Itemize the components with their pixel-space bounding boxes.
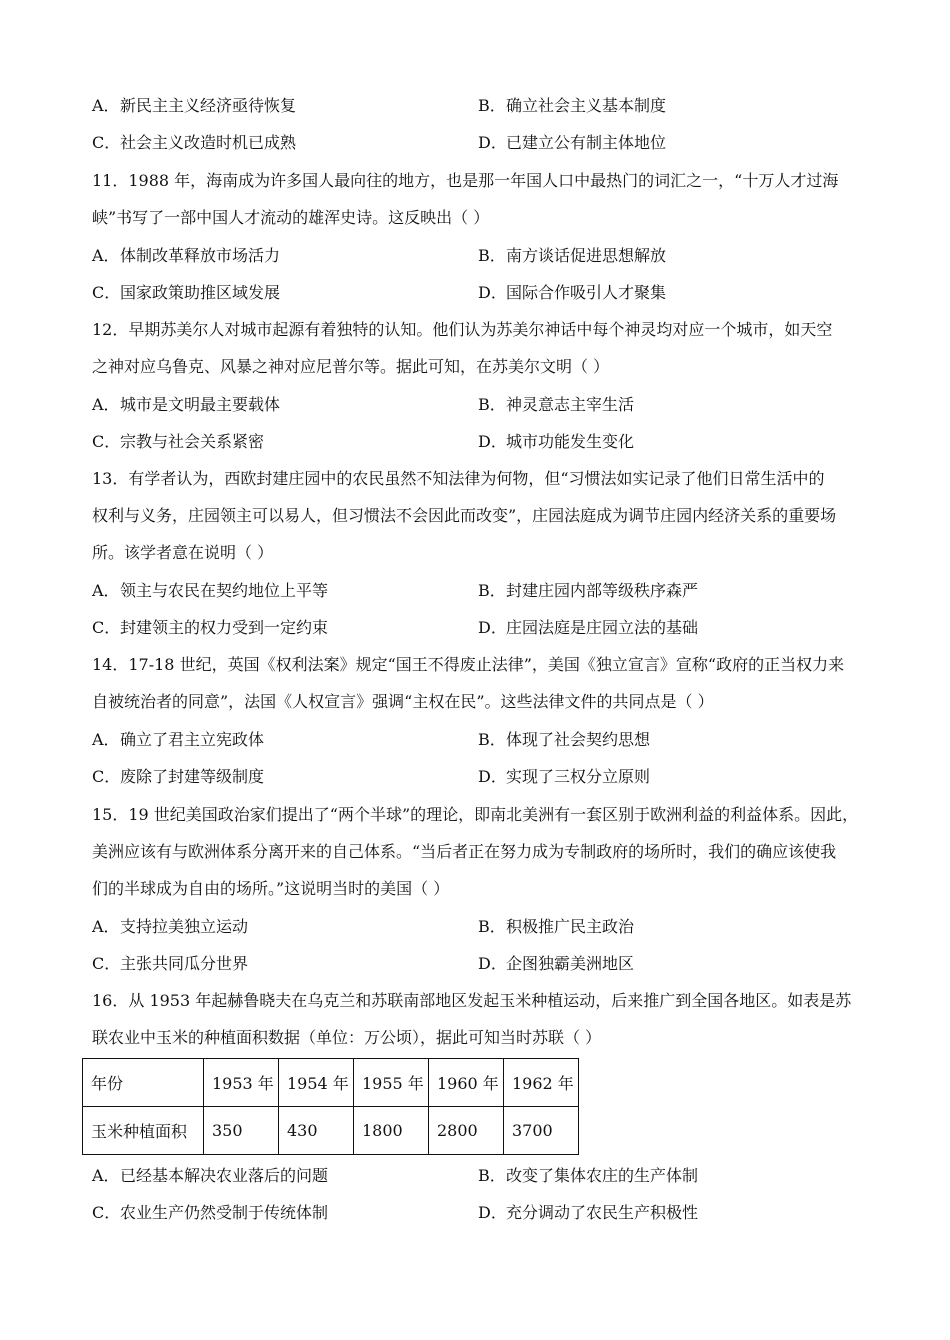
q13-option-c[interactable]: C．封建领主的权力受到一定约束 — [92, 618, 329, 637]
q14-option-row — [92, 766, 882, 788]
table-value-cell: 350 — [204, 1107, 279, 1155]
q12-option-row — [92, 431, 882, 453]
table-year-cell: 1954 年 — [279, 1059, 354, 1107]
q15-option-row — [92, 953, 882, 975]
q10-option-c[interactable]: C．社会主义改造时机已成熟 — [92, 133, 297, 152]
q15-stem-line: 美洲应该有与欧洲体系分离开来的自己体系。“当后者正在努力成为专制政府的场所时，我们的确应该使我 — [92, 842, 837, 861]
q15-option-d[interactable]: D．企图独霸美洲地区 — [478, 954, 635, 973]
table-row-label: 玉米种植面积 — [83, 1107, 204, 1155]
q16-option-row — [92, 1165, 882, 1187]
q15-option-a[interactable]: A．支持拉美独立运动 — [92, 917, 249, 936]
q12-option-d[interactable]: D．城市功能发生变化 — [478, 432, 635, 451]
q11-option-c[interactable]: C．国家政策助推区域发展 — [92, 283, 281, 302]
q12-option-row — [92, 394, 882, 416]
q11-stem-line: 11．1988 年，海南成为许多国人最向往的地方，也是那一年国人口中最热门的词汇之一，“十万人才过海 — [92, 171, 839, 190]
q11-option-b[interactable]: B．南方谈话促进思想解放 — [478, 246, 667, 265]
table-value-cell: 3700 — [504, 1107, 579, 1155]
q13-stem-line: 权利与义务，庄园领主可以易人，但习惯法不会因此而改变”，庄园法庭成为调节庄园内经济关系的重要场 — [92, 506, 837, 525]
table-value-cell: 430 — [279, 1107, 354, 1155]
q16-stem-line: 16．从 1953 年起赫鲁晓夫在乌克兰和苏联南部地区发起玉米种植运动，后来推广到全国各地区。如表是苏 — [92, 991, 852, 1010]
q12-option-a[interactable]: A．城市是文明最主要载体 — [92, 395, 281, 414]
q14-stem-line: 自被统治者的同意”，法国《人权宣言》强调“主权在民”。这些法律文件的共同点是（ ） — [92, 692, 714, 711]
table-year-cell: 1960 年 — [429, 1059, 504, 1107]
table-row — [83, 1107, 579, 1155]
q15-option-c[interactable]: C．主张共同瓜分世界 — [92, 954, 249, 973]
table-year-cell: 1962 年 — [504, 1059, 579, 1107]
q10-option-row — [92, 95, 882, 117]
q12-option-b[interactable]: B．神灵意志主宰生活 — [478, 395, 635, 414]
q16-option-row — [92, 1202, 882, 1224]
q13-option-row — [92, 580, 882, 602]
q16-option-d[interactable]: D．充分调动了农民生产积极性 — [478, 1203, 699, 1222]
q13-stem-line: 13．有学者认为，西欧封建庄园中的农民虽然不知法律为何物，但“习惯法如实记录了他们日常生活中的 — [92, 469, 825, 488]
q16-option-b[interactable]: B．改变了集体农庄的生产体制 — [478, 1166, 699, 1185]
q13-stem-line: 所。该学者意在说明（ ） — [92, 543, 274, 562]
corn-area-table — [82, 1058, 579, 1155]
q15-stem-line: 15．19 世纪美国政治家们提出了“两个半球”的理论，即南北美洲有一套区别于欧洲利益的利益体系。因此， — [92, 805, 859, 824]
q14-option-c[interactable]: C．废除了封建等级制度 — [92, 767, 265, 786]
q13-option-a[interactable]: A．领主与农民在契约地位上平等 — [92, 581, 329, 600]
table-value-cell: 1800 — [354, 1107, 429, 1155]
table-year-cell: 1953 年 — [204, 1059, 279, 1107]
q11-option-a[interactable]: A．体制改革释放市场活力 — [92, 246, 281, 265]
q11-option-d[interactable]: D．国际合作吸引人才聚集 — [478, 283, 667, 302]
q10-option-a[interactable]: A．新民主主义经济亟待恢复 — [92, 96, 297, 115]
q16-stem-line: 联农业中玉米的种植面积数据（单位：万公顷），据此可知当时苏联（ ） — [92, 1028, 602, 1047]
q11-option-row — [92, 282, 882, 304]
table-value-cell: 2800 — [429, 1107, 504, 1155]
q15-option-row — [92, 916, 882, 938]
q14-stem-line: 14．17-18 世纪，英国《权利法案》规定“国王不得废止法律”，美国《独立宣言》宣称“政府的正当权力来 — [92, 655, 845, 674]
q10-option-d[interactable]: D．已建立公有制主体地位 — [478, 133, 667, 152]
q13-option-d[interactable]: D．庄园法庭是庄园立法的基础 — [478, 618, 699, 637]
q16-option-c[interactable]: C．农业生产仍然受制于传统体制 — [92, 1203, 329, 1222]
q11-stem-line: 峡”书写了一部中国人才流动的雄浑史诗。这反映出（ ） — [92, 208, 490, 227]
q10-option-b[interactable]: B．确立社会主义基本制度 — [478, 96, 667, 115]
q11-option-row — [92, 245, 882, 267]
q12-stem-line: 之神对应乌鲁克、风暴之神对应尼普尔等。据此可知，在苏美尔文明（ ） — [92, 357, 610, 376]
table-header-label: 年份 — [83, 1059, 204, 1107]
table-year-cell: 1955 年 — [354, 1059, 429, 1107]
q12-stem-line: 12．早期苏美尔人对城市起源有着独特的认知。他们认为苏美尔神话中每个神灵均对应一个城市，如天空 — [92, 320, 833, 339]
q16-option-a[interactable]: A．已经基本解决农业落后的问题 — [92, 1166, 329, 1185]
table-row — [83, 1059, 579, 1107]
q15-stem-line: 们的半球成为自由的场所。”这说明当时的美国（ ） — [92, 879, 450, 898]
q15-option-b[interactable]: B．积极推广民主政治 — [478, 917, 635, 936]
q14-option-b[interactable]: B．体现了社会契约思想 — [478, 730, 651, 749]
q12-option-c[interactable]: C．宗教与社会关系紧密 — [92, 432, 265, 451]
q14-option-d[interactable]: D．实现了三权分立原则 — [478, 767, 651, 786]
q10-option-row — [92, 132, 882, 154]
q13-option-b[interactable]: B．封建庄园内部等级秩序森严 — [478, 581, 699, 600]
q14-option-row — [92, 729, 882, 751]
q14-option-a[interactable]: A．确立了君主立宪政体 — [92, 730, 265, 749]
q13-option-row — [92, 617, 882, 639]
